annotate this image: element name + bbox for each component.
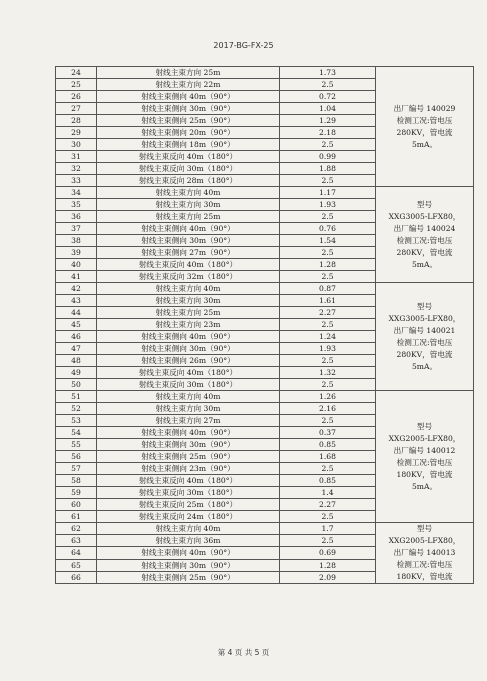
point-number-cell: 60 [56,499,97,511]
position-cell: 射线主束反向 32m（180°） [97,271,280,283]
remark-line: 型号 [416,421,433,431]
position-cell: 射线主束反向 40m（180°） [97,475,280,487]
dose-rate-cell: 2.18 [280,127,376,139]
point-number-cell: 53 [56,415,97,427]
position-cell: 射线主束方向 25m [97,67,280,79]
point-number-cell: 31 [56,151,97,163]
position-cell: 射线主束方向 40m [97,523,280,535]
point-number-cell: 44 [56,307,97,319]
position-cell: 射线主束反向 25m（180°） [97,499,280,511]
position-cell: 射线主束方向 30m [97,403,280,415]
table-row [56,187,474,199]
dose-rate-cell: 1.7 [280,523,376,535]
remark-line: 检测工况:管电压 [396,115,453,125]
position-cell: 射线主束反向 30m（180°） [97,379,280,391]
point-number-cell: 55 [56,439,97,451]
point-number-cell: 38 [56,235,97,247]
remark-line: 出厂编号 140013 [393,548,456,557]
point-number-cell: 36 [56,211,97,223]
position-cell: 射线主束反向 40m（180°） [97,259,280,271]
remark-line: 180KV，管电流 [396,572,453,581]
position-cell: 射线主束反向 30m（180°） [97,487,280,499]
position-cell: 射线主束侧向 40m（90°） [97,223,280,235]
position-cell: 射线主束侧向 30m（90°） [97,235,280,247]
remark-line: 检测工况:管电压 [396,560,453,569]
dose-rate-cell: 2.09 [280,571,376,583]
point-number-cell: 58 [56,475,97,487]
position-cell: 射线主束方向 25m [97,211,280,223]
position-cell: 射线主束侧向 27m（90°） [97,247,280,259]
point-number-cell: 39 [56,247,97,259]
remark-line: 出厂编号 140012 [393,445,456,455]
dose-rate-cell: 1.93 [280,199,376,211]
position-cell: 射线主束反向 30m（180°） [97,163,280,175]
position-cell: 射线主束侧向 25m（90°） [97,571,280,583]
dose-rate-cell: 0.69 [280,547,376,559]
position-cell: 射线主束方向 40m [97,391,280,403]
remark-line: 280KV，管电流 [396,247,453,257]
point-number-cell: 41 [56,271,97,283]
remark-line: 型号 [416,524,433,533]
point-number-cell: 50 [56,379,97,391]
dose-rate-cell: 1.29 [280,115,376,127]
position-cell: 射线主束侧向 26m（90°） [97,355,280,367]
dose-rate-cell: 0.85 [280,475,376,487]
remark-line: 型号 [416,301,433,311]
point-number-cell: 65 [56,559,97,571]
remark-line: 出厂编号 140024 [393,223,456,233]
point-number-cell: 64 [56,547,97,559]
dose-rate-cell: 1.4 [280,487,376,499]
position-cell: 射线主束侧向 40m（90°） [97,427,280,439]
table-row [56,67,474,79]
point-number-cell: 30 [56,139,97,151]
remark-line: 检测工况:管电压 [396,235,453,245]
point-number-cell: 25 [56,79,97,91]
position-cell: 射线主束反向 40m（180°） [97,367,280,379]
remark-line: XXG3005-LFX80， [388,313,461,323]
dose-rate-cell: 0.76 [280,223,376,235]
position-cell: 射线主束侧向 25m（90°） [97,115,280,127]
dose-rate-cell: 1.88 [280,163,376,175]
remark-line: XXG3005-LFX80， [388,211,461,221]
remark-line: XXG2005-LFX80， [388,536,461,545]
point-number-cell: 42 [56,283,97,295]
position-cell: 射线主束侧向 30m（90°） [97,559,280,571]
dose-rate-cell: 2.5 [280,415,376,427]
position-cell: 射线主束侧向 25m（90°） [97,451,280,463]
point-number-cell: 40 [56,259,97,271]
dose-rate-cell: 2.5 [280,463,376,475]
position-cell: 射线主束侧向 40m（90°） [97,91,280,103]
dose-rate-cell: 2.5 [280,319,376,331]
position-cell: 射线主束反向 40m（180°） [97,151,280,163]
point-number-cell: 32 [56,163,97,175]
point-number-cell: 62 [56,523,97,535]
position-cell: 射线主束反向 24m（180°） [97,511,280,523]
position-cell: 射线主束方向 22m [97,79,280,91]
table-row [56,283,474,295]
point-number-cell: 49 [56,367,97,379]
point-number-cell: 33 [56,175,97,187]
dose-rate-cell: 1.32 [280,367,376,379]
position-cell: 射线主束方向 40m [97,187,280,199]
point-number-cell: 54 [56,427,97,439]
point-number-cell: 46 [56,331,97,343]
position-cell: 射线主束方向 27m [97,415,280,427]
dose-rate-cell: 0.87 [280,283,376,295]
remark-line: 280KV，管电流 [396,127,453,137]
dose-rate-cell: 2.5 [280,247,376,259]
position-cell: 射线主束方向 23m [97,319,280,331]
point-number-cell: 29 [56,127,97,139]
position-cell: 射线主束方向 36m [97,535,280,547]
point-number-cell: 34 [56,187,97,199]
point-number-cell: 37 [56,223,97,235]
table-body [56,67,474,584]
remark-line: 出厂编号 140021 [393,325,456,335]
remark-line: 检测工况:管电压 [396,337,453,347]
dose-rate-cell: 2.5 [280,271,376,283]
dose-rate-cell: 1.28 [280,259,376,271]
page-number-footer: 第 4 页 共 5 页 [217,648,270,657]
point-number-cell: 24 [56,67,97,79]
table-row [56,523,474,535]
position-cell: 射线主束方向 25m [97,307,280,319]
position-cell: 射线主束侧向 23m（90°） [97,463,280,475]
remark-line: 5mA。 [411,139,438,149]
point-number-cell: 66 [56,571,97,583]
remark-line: 型号 [416,199,433,209]
position-cell: 射线主束侧向 40m（90°） [97,331,280,343]
remark-line: 5mA。 [411,361,438,371]
point-number-cell: 56 [56,451,97,463]
dose-rate-cell: 1.24 [280,331,376,343]
dose-rate-cell: 1.68 [280,451,376,463]
dose-rate-cell: 1.28 [280,559,376,571]
dose-rate-cell: 1.26 [280,391,376,403]
remark-line: 5mA。 [411,259,438,269]
dose-rate-cell: 2.5 [280,355,376,367]
dose-rate-cell: 2.27 [280,499,376,511]
point-number-cell: 48 [56,355,97,367]
remark-line: 180KV，管电流 [396,469,453,479]
point-number-cell: 45 [56,319,97,331]
position-cell: 射线主束方向 40m [97,283,280,295]
remark-line: 出厂编号 140029 [393,103,456,113]
point-number-cell: 43 [56,295,97,307]
remark-line: 280KV，管电流 [396,349,453,359]
dose-rate-cell: 0.99 [280,151,376,163]
dose-rate-cell: 2.5 [280,175,376,187]
dose-rate-cell: 0.85 [280,439,376,451]
dose-rate-cell: 2.5 [280,139,376,151]
point-number-cell: 27 [56,103,97,115]
point-number-cell: 35 [56,199,97,211]
position-cell: 射线主束侧向 18m（90°） [97,139,280,151]
point-number-cell: 51 [56,391,97,403]
dose-rate-cell: 1.17 [280,187,376,199]
point-number-cell: 59 [56,487,97,499]
equipment-remark-cell [376,523,474,584]
dose-rate-cell: 2.5 [280,379,376,391]
position-cell: 射线主束方向 30m [97,199,280,211]
dose-rate-cell: 1.54 [280,235,376,247]
remark-line: 5mA。 [411,481,438,491]
position-cell: 射线主束侧向 40m（90°） [97,547,280,559]
dose-rate-cell: 1.73 [280,67,376,79]
dose-rate-cell: 0.72 [280,91,376,103]
dose-rate-cell: 1.61 [280,295,376,307]
table-row [56,391,474,403]
point-number-cell: 26 [56,91,97,103]
equipment-remark-cell [376,391,474,523]
point-number-cell: 61 [56,511,97,523]
document-code-header: 2017-BG-FX-25 [213,41,274,50]
point-number-cell: 28 [56,115,97,127]
position-cell: 射线主束方向 30m [97,295,280,307]
dose-rate-cell: 2.27 [280,307,376,319]
position-cell: 射线主束侧向 20m（90°） [97,127,280,139]
equipment-remark-cell [376,67,474,187]
dose-rate-cell: 2.5 [280,211,376,223]
dose-rate-cell: 2.5 [280,511,376,523]
position-cell: 射线主束侧向 30m（90°） [97,439,280,451]
dose-rate-cell: 0.37 [280,427,376,439]
dose-rate-cell: 2.16 [280,403,376,415]
position-cell: 射线主束侧向 30m（90°） [97,103,280,115]
position-cell: 射线主束反向 28m（180°） [97,175,280,187]
equipment-remark-cell [376,187,474,283]
equipment-remark-cell [376,283,474,391]
point-number-cell: 63 [56,535,97,547]
measurement-table [55,66,474,584]
point-number-cell: 57 [56,463,97,475]
dose-rate-cell: 1.93 [280,343,376,355]
point-number-cell: 47 [56,343,97,355]
dose-rate-cell: 1.04 [280,103,376,115]
remark-line: 检测工况:管电压 [396,457,453,467]
remark-line: XXG2005-LFX80， [388,433,461,443]
dose-rate-cell: 2.5 [280,535,376,547]
position-cell: 射线主束侧向 30m（90°） [97,343,280,355]
point-number-cell: 52 [56,403,97,415]
dose-rate-cell: 2.5 [280,79,376,91]
